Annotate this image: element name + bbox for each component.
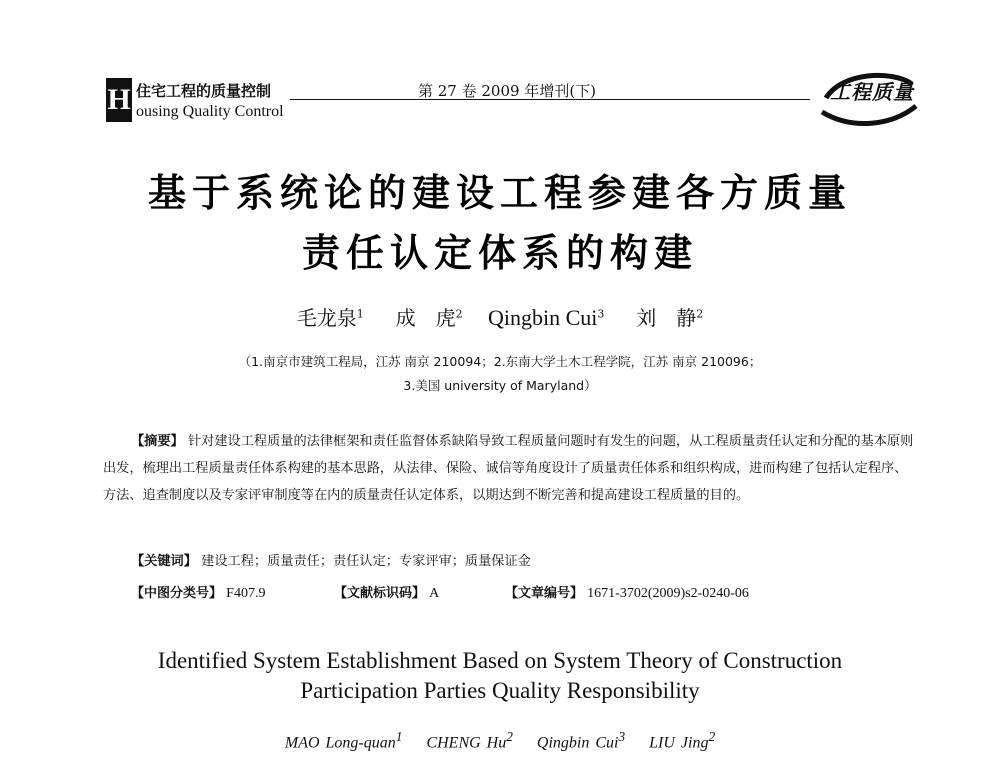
affiliation-line-1: （1.南京市建筑工程局，江苏 南京 210094；2.东南大学土木工程学院，江苏 南京 210096； — [238, 354, 762, 369]
abstract-text: 针对建设工程质量的法律框架和责任监督体系缺陷导致工程质量问题时有发生的问题，从工程质量责任认定和分配的基本原则出发，梳理出工程质量责任体系构建的基本思路，从法律、保险、诚信等角度设计了质量责任体系和组织构成，进而构建了包括认定程序、方法、追查制度以及专家评审制度等在内的质量责任认定体系，以期达到不断完善和提高建设工程质量的目的。 — [103, 434, 914, 503]
author-affiliation-mark: 1 — [395, 729, 403, 744]
abstract — [103, 428, 915, 509]
header-divider — [400, 99, 810, 100]
author-affiliation-mark: 3 — [597, 307, 605, 321]
author-list — [0, 302, 1000, 331]
english-title-line-1: Identified System Establishment Based on System Theory of Construction — [157, 648, 843, 673]
clc-value: F407.9 — [226, 586, 266, 601]
author-name: 刘 静 — [636, 306, 697, 330]
article-number-label: 【文章编号】 — [505, 586, 584, 601]
keywords-label: 【关键词】 — [131, 554, 197, 569]
author-affiliation-mark: 2 — [506, 729, 513, 744]
author-affiliation-mark: 3 — [618, 729, 626, 744]
clc-number — [131, 582, 265, 602]
author-affiliation-mark: 2 — [708, 729, 716, 744]
author-name: Qingbin Cui — [488, 305, 598, 330]
english-author-name: MAO Long-quan — [284, 734, 396, 752]
header-divider-left — [290, 99, 400, 100]
keywords — [131, 550, 531, 569]
journal-logo: H — [106, 78, 132, 122]
brand-text: 工程质量 — [830, 80, 914, 104]
english-author-name: CHENG Hu — [426, 734, 507, 752]
english-author-name: Qingbin Cui — [536, 734, 619, 752]
issue-info: 第 27 卷 2009 年增刊(下) — [418, 82, 597, 100]
keywords-text: 建设工程；质量责任；责任认定；专家评审；质量保证金 — [201, 554, 531, 569]
document-code-label: 【文献标识码】 — [334, 586, 426, 601]
document-code-value: A — [429, 586, 440, 601]
author-name: 成 虎 — [395, 306, 456, 330]
english-author-name: LIU Jing — [649, 734, 709, 752]
author-affiliation-mark: 1 — [356, 307, 364, 321]
article-number — [505, 582, 749, 602]
abstract-label: 【摘要】 — [131, 434, 184, 449]
affiliation-line-2: 3.美国 university of Maryland） — [403, 378, 597, 393]
author-name: 毛龙泉 — [296, 306, 357, 330]
brand-logo — [812, 68, 922, 132]
journal-name-cn: 住宅工程的质量控制 — [136, 82, 272, 100]
english-title-line-2: Participation Parties Quality Responsibility — [300, 678, 700, 703]
article-number-value: 1671-3702(2009)s2-0240-06 — [587, 586, 749, 601]
journal-header — [0, 0, 1000, 130]
journal-name-en: ousing Quality Control — [136, 103, 284, 120]
author-affiliation-mark: 2 — [455, 307, 463, 321]
paper-title-line-1: 基于系统论的建设工程参建各方质量 — [147, 171, 852, 215]
paper-title-line-2: 责任认定体系的构建 — [301, 231, 698, 275]
english-author-list — [0, 729, 1000, 752]
clc-label: 【中图分类号】 — [131, 586, 223, 601]
author-affiliation-mark: 2 — [696, 307, 704, 321]
document-code — [334, 582, 439, 602]
